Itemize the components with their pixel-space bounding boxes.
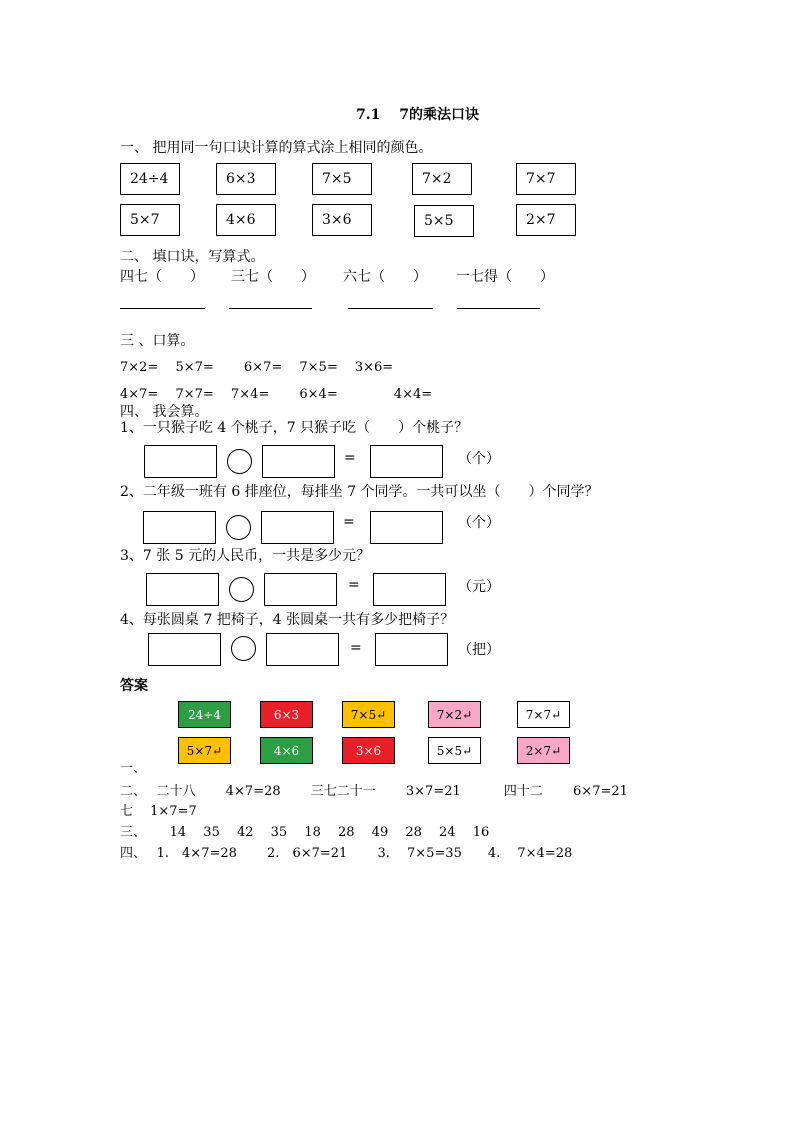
answer-line: [348, 308, 433, 309]
expr-box: 6×3: [216, 163, 276, 195]
calc-row: 4×7= 7×7= 7×4= 6×4= 4×4=: [120, 387, 433, 402]
answer-color-box: 7×5↵: [342, 701, 395, 728]
answer-color-box: 7×2↵: [428, 701, 481, 728]
answer-box[interactable]: [373, 573, 446, 606]
operator-circle[interactable]: [231, 636, 256, 661]
unit-label: （个）: [458, 515, 500, 531]
problem-text: 4、每张圆桌 7 把椅子，4 张圆桌一共有多少把椅子？: [120, 612, 455, 628]
calc-row: 7×2= 5×7= 6×7= 7×5= 3×6=: [120, 360, 394, 375]
expr-box: 3×6: [312, 204, 372, 236]
answer-box[interactable]: [375, 633, 448, 666]
answer-color-box: 5×7↵: [178, 737, 231, 764]
expr-box: 2×7: [516, 204, 576, 236]
answer-color-box: 7×7↵: [517, 701, 570, 728]
fill-item: 六七（ ）: [343, 269, 427, 285]
answer-box[interactable]: [370, 511, 443, 544]
answer-box[interactable]: [146, 573, 219, 606]
expr-box: 4×6: [216, 204, 276, 236]
equals-sign: =: [343, 514, 355, 530]
page-title: 7.1 7的乘法口诀: [356, 107, 479, 123]
answer-box[interactable]: [262, 445, 335, 478]
section3-heading: 三 、口算。: [120, 333, 195, 349]
operator-circle[interactable]: [229, 577, 254, 602]
expr-box: 5×5: [414, 205, 474, 237]
answer-line: [120, 308, 205, 309]
answer-box[interactable]: [144, 445, 217, 478]
answer-box[interactable]: [370, 445, 443, 478]
answer-color-box: 5×5↵: [428, 737, 481, 764]
answer-line: 三、 14 35 42 35 18 28 49 28 24 16: [120, 825, 490, 840]
section2-heading: 二、 填口诀，写算式。: [120, 249, 265, 265]
answer-box[interactable]: [261, 511, 334, 544]
problem-text: 1、一只猴子吃 4 个桃子，7 只猴子吃（ ）个桃子？: [120, 420, 469, 436]
unit-label: （个）: [458, 451, 500, 467]
fill-item: 三七（ ）: [231, 269, 315, 285]
expr-box: 7×2: [412, 163, 472, 195]
expr-box: 5×7: [120, 204, 180, 236]
answer-box[interactable]: [148, 633, 221, 666]
answer-label-one: 一、: [120, 761, 147, 776]
unit-label: （元）: [458, 579, 500, 595]
problem-text: 3、7 张 5 元的人民币，一共是多少元？: [120, 548, 371, 564]
expr-box: 7×5: [312, 163, 372, 195]
equals-sign: =: [344, 450, 356, 466]
answer-line: 二、 二十八 4×7=28 三七二十一 3×7=21 四十二 6×7=21: [120, 784, 628, 799]
answer-box[interactable]: [143, 511, 216, 544]
answer-color-box: 24÷4: [178, 701, 231, 728]
answer-line: 四、 1. 4×7=28 2. 6×7=21 3. 7×5=35 4. 7×4=28: [120, 846, 573, 861]
unit-label: （把）: [458, 642, 500, 658]
answers-heading: 答案: [120, 678, 148, 694]
answer-line: 七 1×7=7: [120, 804, 197, 819]
answer-color-box: 2×7↵: [517, 737, 570, 764]
expr-box: 24÷4: [120, 163, 180, 195]
operator-circle[interactable]: [227, 449, 252, 474]
answer-color-box: 4×6: [260, 737, 313, 764]
section4-heading: 四、 我会算。: [120, 404, 209, 420]
answer-color-box: 3×6: [342, 737, 395, 764]
section1-heading: 一、 把用同一句口诀计算的算式涂上相同的颜色。: [120, 140, 433, 156]
equals-sign: =: [348, 577, 360, 593]
fill-item: 一七得（ ）: [456, 269, 554, 285]
answer-line: [457, 308, 540, 309]
answer-box[interactable]: [264, 573, 337, 606]
problem-text: 2、二年级一班有 6 排座位，每排坐 7 个同学。一共可以坐（ ）个同学？: [120, 484, 599, 500]
fill-item: 四七（ ）: [120, 269, 204, 285]
answer-box[interactable]: [266, 633, 339, 666]
answer-line: [229, 308, 312, 309]
operator-circle[interactable]: [226, 515, 251, 540]
answer-color-box: 6×3: [260, 701, 313, 728]
equals-sign: =: [350, 640, 362, 656]
expr-box: 7×7: [516, 163, 576, 195]
